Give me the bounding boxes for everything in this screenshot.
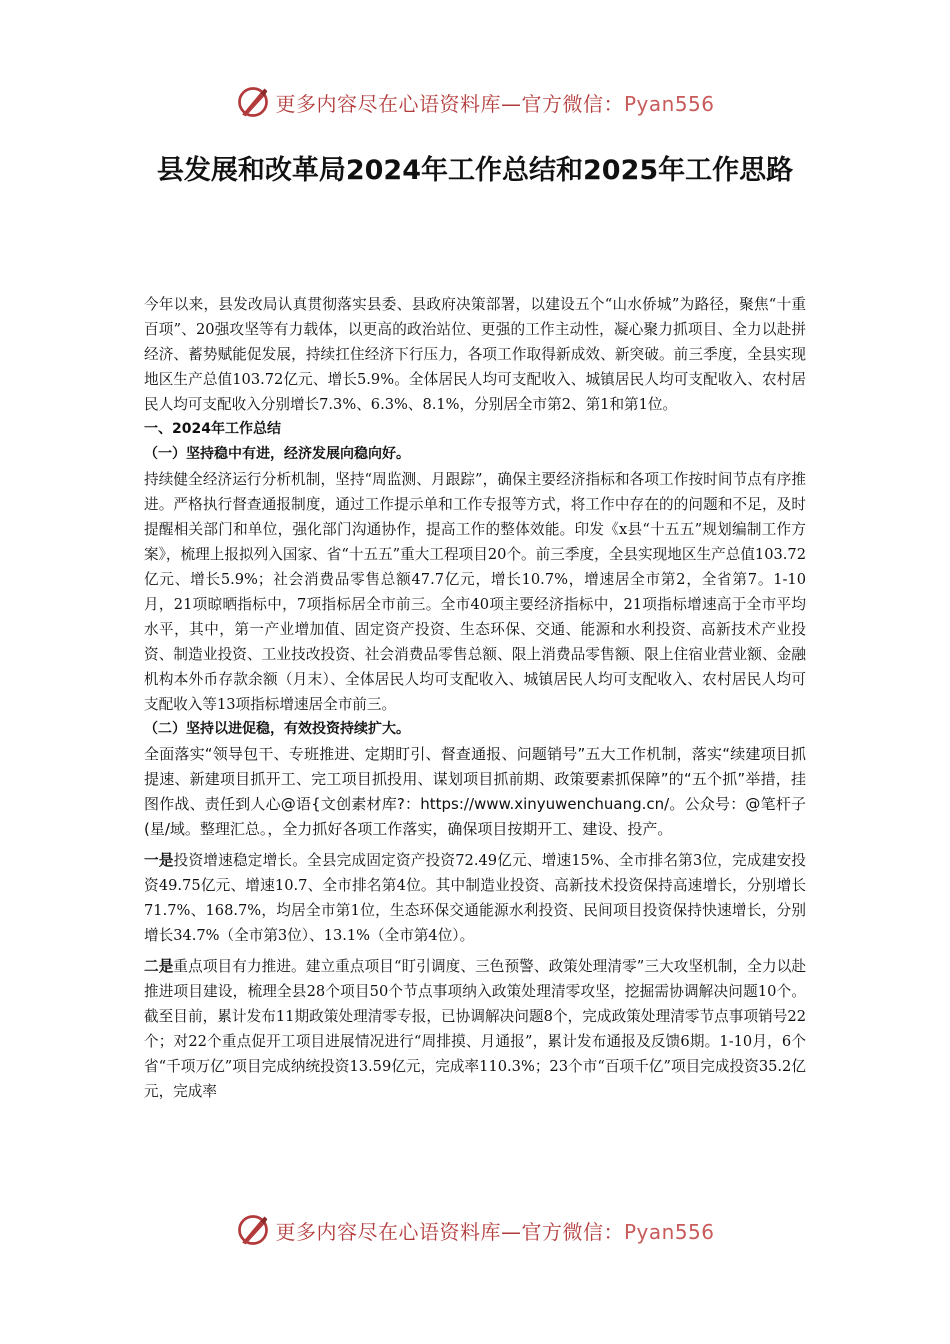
point-lead: 一是 [144, 852, 174, 869]
watermark-label: 更多内容尽在心语资料库—官方微信： [275, 91, 624, 116]
watermark-wechat: Pyan556 [623, 91, 715, 116]
point-body: 重点项目有力推进。建立重点项目“盯引调度、三色预警、政策处理清零”三大攻坚机制，全力以赴推进项目建设，梳理全县28个项目50个节点事项纳入政策处理清零攻坚，挖掘需协调解决问题10个。截至目前，累计发布11期政策处理清零专报，已协调解决问题8个，完成政策处理清零节点事项销号22个；对22个重点促开工项目进展情况进行“周排摸、月通报”，累计发布通报及反馈6期。1-10月，6个省“千项万亿”项目完成纳统投资13.59亿元，完成率110.3%；23个市“百项千亿”项目完成投资35.2亿元，完成率 [144, 958, 806, 1100]
point-body: 投资增速稳定增长。全县完成固定资产投资72.49亿元、增速15%、全市排名第3位，完成建安投资49.75亿元、增速10.7、全市排名第4位。其中制造业投资、高新技术投资保持高速增长，分别增长71.7%、168.7%，均居全市第1位，生态环保交通能源水利投资、民间项目投资保持快速增长，分别增长34.7%（全市第3位）、13.1%（全市第4位）。 [144, 852, 806, 944]
point-paragraph [144, 848, 806, 948]
intro-paragraph: 今年以来，县发改局认真贯彻落实县委、县政府决策部署，以建设五个“山水侨城”为路径，聚焦“十重百项”、20强攻坚等有力载体，以更高的政治站位、更强的工作主动性，凝心聚力抓项目、全力以赴拼经济、蓄势赋能促发展，持续扛住经济下行压力，各项工作取得新成效、新突破。前三季度，全县实现地区生产总值103.72亿元、增长5.9%。全体居民人均可支配收入、城镇居民人均可支配收入、农村居民人均可支配收入分别增长7.3%、6.3%、8.1%，分别居全市第2、第1和第1位。 [144, 296, 806, 413]
watermark-label: 更多内容尽在心语资料库—官方微信： [275, 1219, 624, 1244]
document-title: 县发展和改革局2024年工作总结和2025年工作思路 [156, 155, 794, 186]
subsection-paragraph: 持续健全经济运行分析机制，坚持“周监测、月跟踪”，确保主要经济指标和各项工作按时间节点有序推进。严格执行督查通报制度，通过工作提示单和工作专报等方式，将工作中存在的的问题和不足，及时提醒相关部门和单位，强化部门沟通协作，提高工作的整体效能。印发《x县“十五五”规划编制工作方案》，梳理上报拟列入国家、省“十五五”重大工程项目20个。前三季度，全县实现地区生产总值103.72亿元、增长5.9%；社会消费品零售总额47.7亿元，增长10.7%，增速居全市第2，全省第7。1-10月，21项晾晒指标中，7项指标居全市前三。全市40项主要经济指标中，21项指标增速高于全市平均水平，其中，第一产业增加值、固定资产投资、生态环保、交通、能源和水利投资、高新技术产业投资、制造业投资、工业技改投资、社会消费品零售总额、限上消费品零售额、限上住宿业营业额、金融机构本外币存款余额（月末）、全体居民人均可支配收入、城镇居民人均可支配收入、农村居民人均可支配收入等13项指标增速居全市前三。 [144, 471, 806, 713]
watermark-text [275, 1216, 714, 1245]
subsection-heading: （一）坚持稳中有进，经济发展向稳向好。 [144, 446, 410, 462]
watermark-banner-bottom [0, 1210, 950, 1250]
pen-logo-icon [235, 1212, 271, 1248]
point-paragraph [144, 954, 806, 1104]
document-body [144, 292, 806, 1104]
point-lead: 二是 [144, 958, 174, 975]
section-heading: 一、2024年工作总结 [144, 421, 281, 437]
pen-logo-icon [235, 84, 271, 120]
watermark-banner-top [0, 82, 950, 122]
watermark-text [275, 88, 714, 117]
subsection-paragraph: 全面落实“领导包干、专班推进、定期盯引、督查通报、问题销号”五大工作机制，落实“续建项目抓提速、新建项目抓开工、完工项目抓投用、谋划项目抓前期、政策要素抓保障”的“五个抓”举措，挂图作战、责任到人心@语{文创素材库?：https://www.xinyuwenchuang.cn/。公众号：@笔杆子(星/域。整理汇总。，全力抓好各项工作落实，确保项目按期开工、建设、投产。 [144, 745, 806, 838]
watermark-wechat: Pyan556 [623, 1219, 715, 1244]
subsection-heading: （二）坚持以进促稳，有效投资持续扩大。 [144, 721, 410, 737]
